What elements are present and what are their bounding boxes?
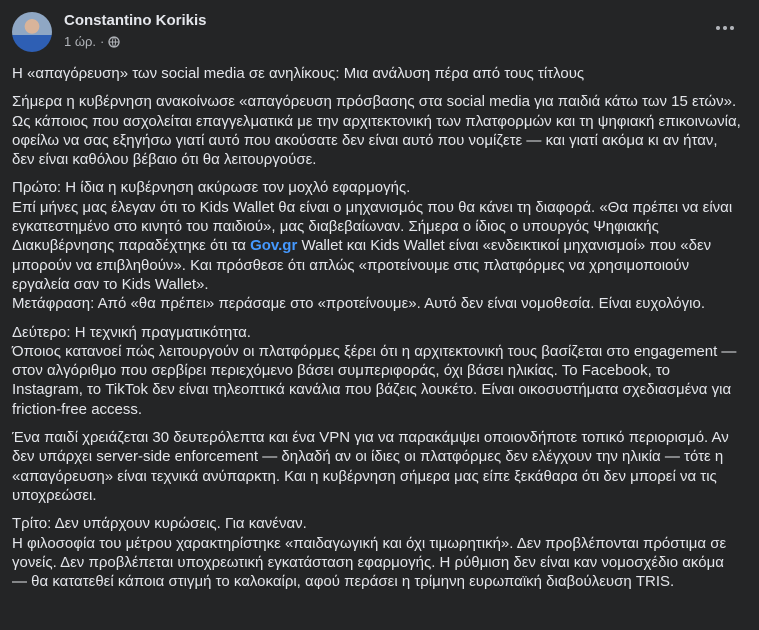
more-options-icon[interactable] — [713, 18, 737, 38]
globe-icon[interactable] — [108, 36, 120, 48]
avatar[interactable] — [12, 12, 52, 52]
post-meta — [64, 34, 120, 49]
second-heading: Δεύτερο: Η τεχνική πραγματικότητα. — [12, 323, 251, 341]
post-title: Η «απαγόρευση» των social media σε ανηλίκους: Μια ανάλυση πέρα από τους τίτλους — [12, 65, 585, 82]
paragraph-second — [12, 323, 742, 419]
first-heading: Πρώτο: Η ίδια η κυβέρνηση ακύρωσε τον μοχλό εφαρμογής. — [12, 179, 411, 197]
second-text: Όποιος κατανοεί πώς λειτουργούν οι πλατφόρμες ξέρει ότι η αρχιτεκτονική τους βασίζεται στο engagement — στον αλγόριθμο που σερβίρει περιεχόμενο βάσει συμπεριφοράς, όχι βάσει ηλικίας. Το Facebook, το Instagram, το TikTok δεν είναι τηλεοπτικά κανάλια που βάζεις λουκέτο. Είναι οικοσυστήματα σχεδιασμένα για friction-free access. — [12, 342, 737, 418]
paragraph-third — [12, 514, 742, 591]
third-heading: Τρίτο: Δεν υπάρχουν κυρώσεις. Για κανέναν. — [12, 515, 307, 533]
first-text-cont: Wallet και Kids Wallet είναι «ενδεικτικοί μηχανισμοί» που «δεν μπορούν να επιβληθούν». Και πρόσθεσε ότι απλώς «προτείνουμε στις πλατφόρμες να χρησιμοποιούν εργαλεία σαν το Kids Wallet». — [12, 237, 712, 293]
first-translation: Μετάφραση: Από «θα πρέπει» περάσαμε στο «προτείνουμε». Αυτό δεν είναι νομοθεσία. Είναι ευχολόγιο. — [12, 295, 705, 313]
post-time[interactable]: 1 ώρ. — [64, 34, 96, 49]
paragraph-vpn: Ένα παιδί χρειάζεται 30 δευτερόλεπτα και ένα VPN για να παρακάμψει οποιονδήποτε τοπικό περιορισμό. Αν δεν υπάρχει server-side enforcement — δηλαδή αν οι ίδιες οι πλατφόρμες δεν ελέγχουν την ηλικία — τότε η «απαγόρευση» είναι τεχνικά ανύπαρκτη. Και η κυβέρνηση σήμερα μας είπε ξεκάθαρα ότι δεν μπορεί να τις υποχρεώσει. — [12, 429, 729, 504]
paragraph-intro: Σήμερα η κυβέρνηση ανακοίνωσε «απαγόρευση πρόσβασης στα social media για παιδιά κάτω των 15 ετών». Ως κάποιος που ασχολείται επαγγελματικά με την αρχιτεκτονική των πλατφορμών και τη ψηφιακή επικοινωνία, οφείλω να σας εξηγήσω γιατί αυτό που ακούσατε δεν είναι αυτό που νομίζετε — και γιατί ακόμα κι αν ήταν, δεν είναι καθόλου βέβαιο ότι θα λειτουργούσε. — [12, 93, 741, 169]
meta-separator: · — [100, 34, 105, 49]
first-text: Επί μήνες μας έλεγαν ότι το Kids Wallet θα είναι ο μηχανισμός που θα κάνει τη διαφορά. «Θα πρέπει να είναι εγκατεστημένο στο κινητό του παιδιού», μας διαβεβαίωναν. Σήμερα ο ίδιος ο υπουργός Ψηφιακής Διακυβέρνησης παραδέχτηκε ότι τα — [12, 198, 733, 255]
post-body — [12, 64, 742, 600]
third-text: Η φιλοσοφία του μέτρου χαρακτηρίστηκε «παιδαγωγική και όχι τιμωρητική». Δεν προβλέπονται πρόστιμα σε γονείς. Δεν προβλέπεται υποχρεωτική εγκατάσταση εφαρμογής. Η ρύθμιση δεν είναι καν νομοσχέδιο ακόμα — θα κατατεθεί κάποια στιγμή το καλοκαίρι, αφού περάσει η τρίμηνη ευρωπαϊκή διαβούλευση TRIS. — [12, 534, 727, 591]
govgr-link[interactable]: Gov.gr — [250, 237, 298, 255]
paragraph-first — [12, 178, 742, 313]
author-name[interactable]: Constantino Korikis — [64, 12, 207, 29]
post-header — [12, 10, 747, 58]
